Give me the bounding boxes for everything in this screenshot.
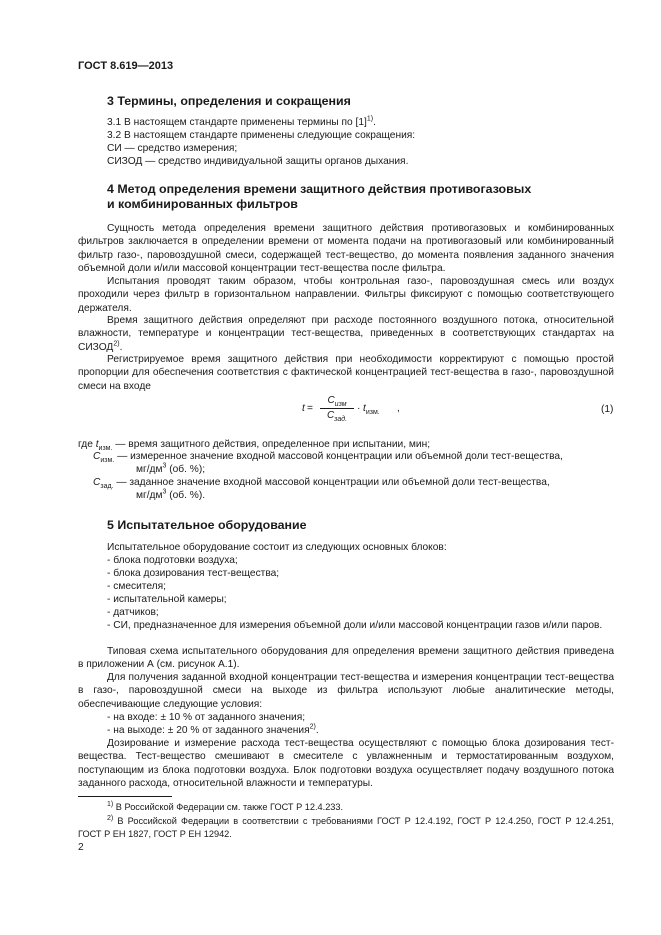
sec5-intro: Испытательное оборудование состоит из следующих основных блоков: xyxy=(107,542,447,553)
list-item: - датчиков; xyxy=(107,607,159,618)
definition-t: где $t_{изм.}$ — время защитного действия, определенное при испытании, мин; xyxy=(78,439,431,453)
list-item: - СИ, предназначенное для измерения объемной доли и/или массовой концентрации газов и/или паров. xyxy=(107,620,603,631)
footnote-ref: 2) xyxy=(309,723,316,731)
sec4-paragraph-1: Сущность метода определения времени защитного действия противогазовых и комбинированных фильтров заключается в определении времени от момента подачи на противогазовый или комбинированный фильтр газо-, паровоздушной смеси, содержащей тест-вещество, до момента появления заданного значения объемной доли и/или массовой концентрации тест-вещества после фильтра. xyxy=(78,223,614,274)
footnote-divider xyxy=(78,796,172,797)
sec5-paragraph-3: Для получения заданной входной концентрации тест-вещества и измерения концентрации тест-вещества в газо-, паровоздушной смеси на выходе из фильтра используют любые аналитические методы, обеспечивающие следующие условия: xyxy=(78,672,614,710)
definition-c-set-unit: $мг/дм^3$ (об. %). xyxy=(136,488,206,501)
definition-c-meas-unit: $мг/дм^3$ (об. %); xyxy=(136,462,206,475)
formula-1: t = $C_{изм}$ $C_{зад.}$ · $t_{изм.}$ , xyxy=(302,395,400,423)
list-item: - блока подготовки воздуха; xyxy=(107,555,238,566)
formula-fraction: $C_{изм}$ $C_{зад.}$ xyxy=(320,395,354,422)
sec4-paragraph-2: Испытания проводят таким образом, чтобы контрольная газо-, паровоздушная смесь или воздух проходили через фильтр в горизонтальном направлении. Фильтры фиксируют с помощью соответствующего держателя. xyxy=(78,276,614,314)
list-item: - блока дозирования тест-вещества; xyxy=(107,568,280,579)
section-3-title: 3 Термины, определения и сокращения xyxy=(107,94,351,108)
equation-number: (1) xyxy=(601,404,614,415)
sec4-paragraph-4: Регистрируемое время защитного действия при необходимости корректируют с помощью простой пропорции для обеспечения соответствия с фактической концентрацией тест-вещества в газо-, паровоздушной смеси на входе xyxy=(78,354,614,392)
document-header: ГОСТ 8.619—2013 xyxy=(78,60,174,72)
footnote-ref: 1) xyxy=(366,115,374,123)
footnote-ref: 2) xyxy=(113,340,120,348)
section-5-title: 5 Испытательное оборудование xyxy=(107,518,307,532)
list-item: - испытательной камеры; xyxy=(107,594,227,605)
condition-input: - на входе: ± 10 % от заданного значения; xyxy=(107,712,306,723)
abbrev-sizod: СИЗОД — средство индивидуальной защиты органов дыхания. xyxy=(107,156,409,167)
sec5-paragraph-2: Типовая схема испытательного оборудования для определения времени защитного действия приведена в приложении А (см. рисунок А.1). xyxy=(78,646,614,671)
clause-3-2: 3.2 В настоящем стандарте применены следующие сокращения: xyxy=(107,130,416,141)
page-number: 2 xyxy=(78,842,84,853)
clause-3-1: 3.1 В настоящем стандарте применены термины по $[1]^{1)}$. xyxy=(107,115,376,128)
section-4-title-line1: 4 Метод определения времени защитного действия противогазовых xyxy=(107,182,532,196)
footnote-2: $^{2)}$ В Российской Федерации в соответствии с требованиями ГОСТ Р 12.4.192, ГОСТ Р 12.4.250, ГОСТ Р 12.4.251, ГОСТ Р ЕН 1827, ГОСТ Р ЕН 12942. xyxy=(78,814,614,839)
condition-output: - на выходе: ± 20 % от заданного значения$^{2)}$. xyxy=(107,723,319,736)
footnote-1: $^{1)}$ В Российской Федерации см. также ГОСТ Р 12.4.233. xyxy=(107,800,344,812)
list-item: - смесителя; xyxy=(107,581,166,592)
definition-c-set: $C_{зад.}$ — заданное значение входной массовой концентрации или объемной доли тест-вещества, xyxy=(93,477,550,491)
abbrev-si: СИ — средство измерения; xyxy=(107,143,238,154)
definition-c-meas: $C_{изм.}$ — измеренное значение входной массовой концентрации или объемной доли тест-вещества, xyxy=(93,451,563,465)
sec5-paragraph-4: Дозирование и измерение расхода тест-вещества осуществляют с помощью блока дозирования тест-вещества. Тест-вещество смешивают в смесителе с увлажненным и термостатированным воздухом, поступающим из блока подготовки воздуха. Блок подготовки воздуха осуществляет подачу воздушного потока заданного расхода, относительной влажности и температуры. xyxy=(78,738,614,789)
section-4-title-line2: и комбинированных фильтров xyxy=(107,197,298,211)
sec4-paragraph-3: Время защитного действия определяют при расходе постоянного воздушного потока, относительной влажности, температуре и концентрации тест-вещества, приведенных в соответствующих стандартах на СИЗОД$^{2)}$. xyxy=(78,315,614,353)
